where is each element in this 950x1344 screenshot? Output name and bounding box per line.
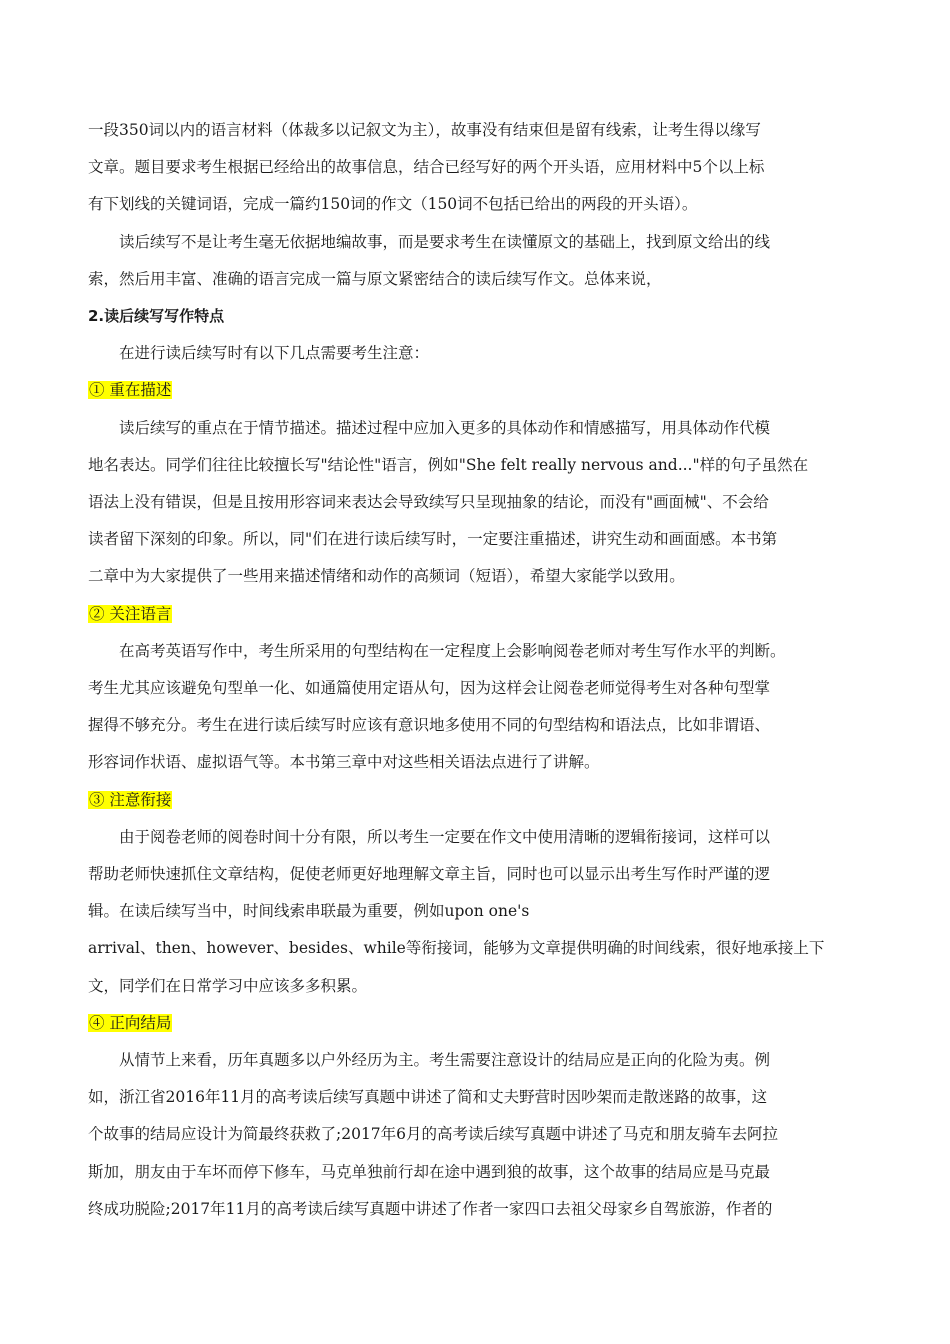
paragraph-intro-material: 一段350词以内的语言材料（体裁多以记叙文为主），故事没有结束但是留有线索，让考生得以缘写 文章。题目要求考生根据已经给出的故事信息，结合已经写好的两个开头语，应用材料中5个以上标 有下划线的关键词语，完成一篇约150词的作文（150词不包括已给出的两段的开头语）。 [88,121,765,214]
subsection-body-2: 在高考英语写作中，考生所采用的句型结构在一定程度上会影响阅卷老师对考生写作水平的判断。 考生尤其应该避免句型单一化、如通篇使用定语从句，因为这样会让阅卷老师觉得考生对各种句型掌 握得不够充分。考生在进行读后续写时应该有意识地多使用不同的句型结构和语法点，比如非谓语、 形容词作状语、虚拟语气等。本书第三章中对这些相关语法点进行了讲解。 [88,641,786,772]
subsection-title-1: ① 重在描述 [89,381,172,400]
section-heading: 2.读后续写写作特点 [88,307,225,326]
subsection-body-4: 从情节上来看，历年真题多以户外经历为主。考生需要注意设计的结局应是正向的化险为夷。例 如，浙江省2016年11月的高考读后续写真题中讲述了简和丈夫野营时因吵架而走散迷路的故事，这 个故事的结局应设计为简最终获救了;2017年6月的高考读后续写真题中讲述了马克和朋友骑车去阿拉 斯加，朋友由于车坏而停下修车，马克单独前行却在途中遇到狼的故事，这个故事的结局应是马克最 终成功脱险;2017年11月的高考读后续写真题中讲述了作者一家四口去祖父母家乡自驾旅游，作者的 [88,1051,779,1218]
subsection-title-2: ② 关注语言 [89,604,172,623]
subsection-title-4: ④ 正向结局 [89,1013,172,1032]
document-page [88,112,868,1228]
subsection-body-1: 读后续写的重点在于情节描述。描述过程中应加入更多的具体动作和情感描写，用具体动作代模 地名表达。同学们往往比较擅长写"结论性"语言，例如"She felt really nervous and..."样的句子虽然在 语法上没有错误，但是且按用形容词来表达会导致续写只呈现抽象的结论，而没有"画面械"、不会给 读者留下深刻的印象。所以，同"们在进行读后续写时，一定要注重描述，讲究生动和画面感。本书第 二章中为大家提供了一些用来描述情绪和动作的高频词（短语），希望大家能学以致用。 [88,418,809,586]
paragraph-summary: 读后续写不是让考生毫无依据地编故事，而是要求考生在读懂原文的基础上，找到原文给出的线 索，然后用丰富、准确的语言完成一篇与原文紧密结合的读后续写作文。总体来说， [88,232,771,288]
subsection-title-3: ③ 注意衔接 [89,790,172,809]
subsection-body-3: 由于阅卷老师的阅卷时间十分有限，所以考生一定要在作文中使用清晰的逻辑衔接词，这样可以 帮助老师快速抓住文章结构，促使老师更好地理解文章主旨，同时也可以显示出考生写作时严谨的逻 辑。在读后续写当中，时间线索串联最为重要，例如upon one's arrival、then、however、besides、while等衔接词，能够为文章提供明确的时间线索，很好地承接上下 文，同学们在日常学习中应该多多积累。 [88,827,825,995]
intro-sentence: 在进行读后续写时有以下几点需要考生注意： [119,344,430,363]
